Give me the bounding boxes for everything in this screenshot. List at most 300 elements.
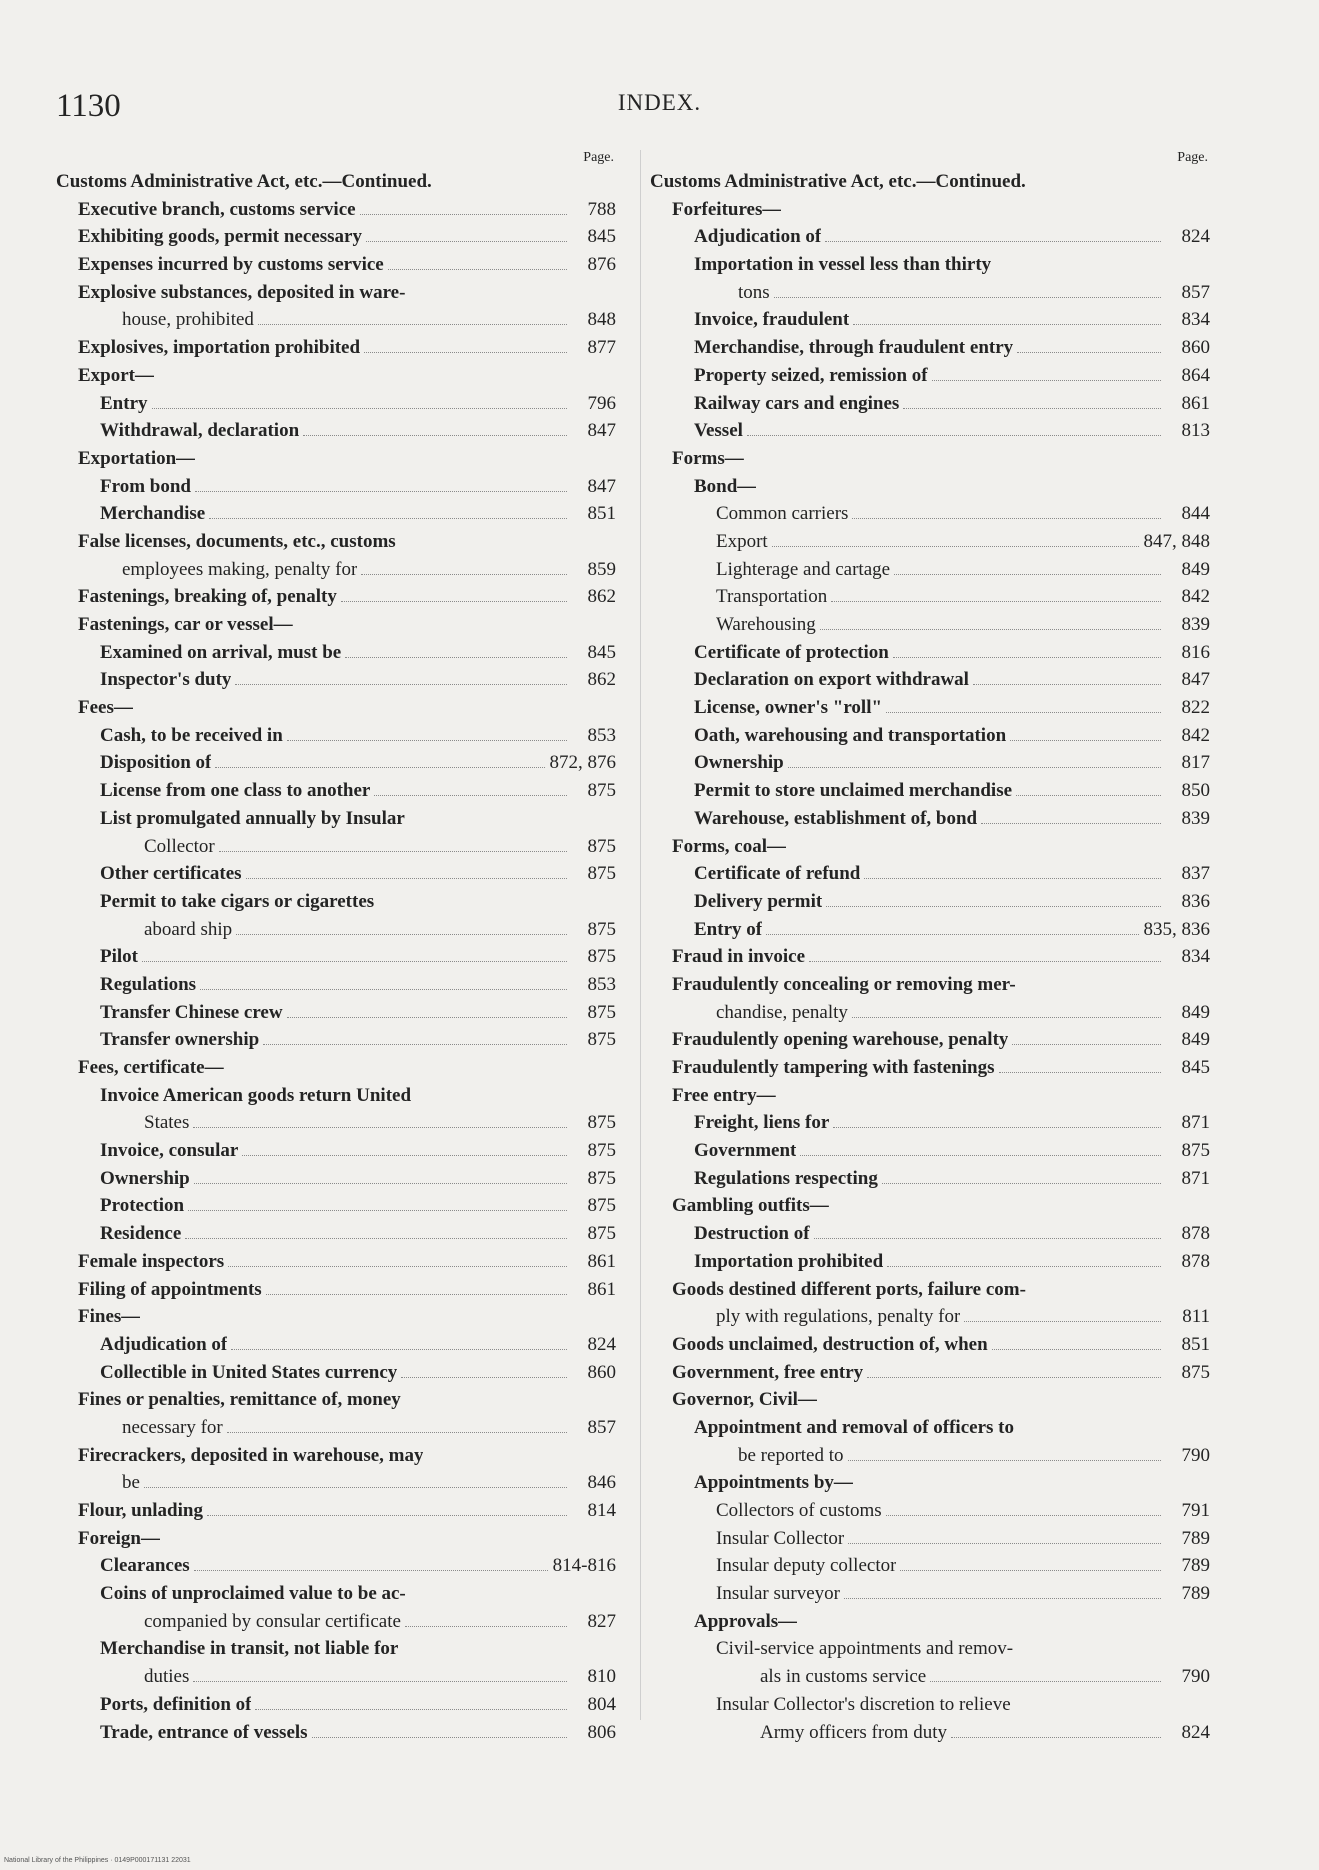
index-entry (650, 1220, 1210, 1248)
dot-leader (853, 324, 1161, 325)
dot-leader (951, 1737, 1161, 1738)
index-entry (650, 722, 1210, 750)
dot-leader (852, 1017, 1161, 1018)
index-entry (650, 417, 1210, 445)
index-entry (650, 1248, 1210, 1276)
entry-page-ref: 875 (587, 1195, 616, 1217)
dot-leader (747, 435, 1161, 436)
dot-leader (185, 1238, 567, 1239)
entry-page-ref: 875 (587, 1223, 616, 1245)
entry-text: Certificate of refund (694, 863, 861, 885)
entry-text: Fastenings, car or vessel— (78, 614, 293, 635)
entry-text: Destruction of (694, 1223, 810, 1245)
dot-leader (772, 546, 1139, 547)
index-entry (56, 168, 616, 196)
dot-leader (246, 878, 567, 879)
index-entry (56, 888, 616, 916)
dot-leader (193, 1681, 567, 1682)
index-column-left (56, 150, 616, 1746)
entry-text: Collectible in United States currency (100, 1361, 398, 1383)
index-entry (56, 1580, 616, 1608)
dot-leader (992, 1349, 1161, 1350)
entry-text: Regulations respecting (694, 1167, 878, 1189)
entry-text: Firecrackers, deposited in warehouse, may (78, 1444, 424, 1466)
index-entry (56, 777, 616, 805)
dot-leader (263, 1044, 567, 1045)
entry-page-ref: 876 (587, 254, 616, 276)
entry-page-ref: 822 (1181, 697, 1210, 719)
entry-page-ref: 789 (1181, 1527, 1210, 1549)
dot-leader (215, 767, 544, 768)
entry-page-ref: 857 (1181, 281, 1210, 303)
entry-text: companied by consular certificate (144, 1610, 401, 1632)
index-entry (650, 334, 1210, 362)
entry-text: Explosive substances, deposited in ware- (78, 281, 406, 303)
index-entry (650, 445, 1210, 473)
entry-text: Export (716, 530, 768, 552)
dot-leader (266, 1294, 567, 1295)
entry-text: Disposition of (100, 752, 212, 774)
index-entry (56, 943, 616, 971)
index-entry (650, 749, 1210, 777)
entry-text: Filing of appointments (78, 1278, 262, 1300)
dot-leader (366, 241, 567, 242)
index-entry (650, 666, 1210, 694)
entry-text: List promulgated annually by Insular (100, 807, 405, 829)
index-entry (650, 611, 1210, 639)
entry-text: Entry (100, 392, 148, 414)
entry-page-ref: 789 (1181, 1555, 1210, 1577)
entry-page-ref: 813 (1181, 420, 1210, 442)
entry-page-ref: 790 (1181, 1666, 1210, 1688)
index-entry (56, 1663, 616, 1691)
entry-page-ref: 839 (1181, 614, 1210, 635)
entry-page-ref: 842 (1181, 724, 1210, 746)
library-footer: National Library of the Philippines · 0149P000171131 22031 (4, 1857, 191, 1864)
dot-leader (826, 906, 1161, 907)
entry-text: Residence (100, 1223, 182, 1245)
index-entry (56, 722, 616, 750)
entry-page-ref: 804 (587, 1693, 616, 1715)
entry-page-ref: 875 (587, 1140, 616, 1162)
index-entry (650, 1359, 1210, 1387)
index-entry (56, 1442, 616, 1470)
entry-page-ref: 850 (1181, 780, 1210, 802)
entry-text: Invoice American goods return United (100, 1084, 412, 1106)
dot-leader (345, 657, 567, 658)
dot-leader (774, 297, 1161, 298)
entry-text: Forfeitures— (672, 198, 782, 220)
column-divider (640, 150, 641, 1720)
dot-leader (833, 1127, 1161, 1128)
entry-text: Collector (144, 835, 215, 857)
dot-leader (405, 1626, 567, 1627)
dot-leader (903, 408, 1161, 409)
dot-leader (303, 435, 567, 436)
dot-leader (886, 1515, 1161, 1516)
entry-text: Approvals— (694, 1610, 798, 1632)
dot-leader (864, 878, 1161, 879)
index-entry (56, 1109, 616, 1137)
entry-text: Ports, definition of (100, 1693, 252, 1715)
index-entry (650, 583, 1210, 611)
dot-leader (867, 1377, 1161, 1378)
entry-text: Invoice, consular (100, 1140, 239, 1162)
entry-text: Fraudulently opening warehouse, penalty (672, 1029, 1009, 1051)
index-entry (650, 1386, 1210, 1414)
index-entry (56, 860, 616, 888)
index-entry (650, 1192, 1210, 1220)
dot-leader (1012, 1044, 1161, 1045)
dot-leader (820, 629, 1161, 630)
dot-leader (882, 1183, 1161, 1184)
entry-page-ref: 878 (1181, 1223, 1210, 1245)
entry-text: Transfer Chinese crew (100, 1001, 283, 1023)
index-entry (56, 1525, 616, 1553)
entry-text: Fraudulently tampering with fastenings (672, 1057, 995, 1078)
entry-page-ref: 853 (587, 973, 616, 995)
entry-page-ref: 837 (1181, 863, 1210, 885)
entry-text: From bond (100, 475, 191, 497)
entry-text: chandise, penalty (716, 1001, 848, 1023)
entry-text: Pilot (100, 946, 138, 968)
dot-leader (848, 1543, 1161, 1544)
index-entry (650, 556, 1210, 584)
index-entry (56, 1552, 616, 1580)
entry-text: be reported to (738, 1444, 844, 1466)
entry-text: Insular Collector's discretion to relieve (716, 1693, 1011, 1715)
index-entry (650, 694, 1210, 722)
entry-page-ref: 847 (587, 475, 616, 497)
dot-leader (932, 380, 1161, 381)
dot-leader (255, 1709, 567, 1710)
index-entry (56, 196, 616, 224)
dot-leader (364, 352, 567, 353)
entry-text: Ownership (694, 752, 784, 774)
dot-leader (887, 1266, 1161, 1267)
index-entry (56, 1276, 616, 1304)
entry-page-ref: 847, 848 (1143, 530, 1210, 552)
entry-text: Merchandise in transit, not liable for (100, 1638, 399, 1660)
index-entry (650, 1026, 1210, 1054)
index-entry (56, 1719, 616, 1747)
entry-text: Goods unclaimed, destruction of, when (672, 1333, 988, 1355)
entry-text: Cash, to be received in (100, 724, 283, 746)
entry-page-ref: 862 (587, 586, 616, 608)
entry-text: Entry of (694, 918, 763, 940)
entry-text: Fraud in invoice (672, 946, 806, 968)
entry-text: Common carriers (716, 503, 849, 525)
dot-leader (341, 601, 567, 602)
index-entry (56, 334, 616, 362)
index-entry (650, 1137, 1210, 1165)
entry-page-ref: 814-816 (552, 1555, 616, 1577)
entry-page-ref: 811 (1182, 1306, 1210, 1328)
entry-page-ref: 849 (1181, 558, 1210, 580)
index-entry (56, 971, 616, 999)
entry-text: Fraudulently concealing or removing mer- (672, 973, 1016, 995)
entry-text: License, owner's "roll" (694, 697, 883, 719)
dot-leader (1017, 352, 1161, 353)
entry-page-ref: 845 (587, 641, 616, 663)
entry-text: Fines or penalties, remittance of, money (78, 1389, 401, 1411)
entry-page-ref: 857 (587, 1416, 616, 1438)
index-entry (56, 833, 616, 861)
dot-leader (209, 518, 567, 519)
entry-text: Warehouse, establishment of, bond (694, 807, 978, 829)
entry-page-ref: 859 (587, 558, 616, 580)
index-entry (650, 1719, 1210, 1747)
index-entry (56, 390, 616, 418)
index-entry (650, 1414, 1210, 1442)
entry-page-ref: 862 (587, 669, 616, 691)
index-entry (650, 1552, 1210, 1580)
entry-page-ref: 875 (1181, 1140, 1210, 1162)
entry-text: Vessel (694, 420, 743, 442)
index-entry (56, 1608, 616, 1636)
dot-leader (242, 1155, 567, 1156)
index-entry (56, 1248, 616, 1276)
entry-text: Gambling outfits— (672, 1195, 829, 1217)
dot-leader (195, 491, 567, 492)
index-entry (650, 1525, 1210, 1553)
entry-text: Army officers from duty (760, 1721, 947, 1743)
index-entry (650, 805, 1210, 833)
entry-page-ref: 875 (587, 1001, 616, 1023)
index-entry (650, 1165, 1210, 1193)
entry-page-ref: 851 (587, 503, 616, 525)
entry-text: Permit to take cigars or cigarettes (100, 890, 375, 912)
entry-page-ref: 851 (1181, 1333, 1210, 1355)
index-entry (56, 528, 616, 556)
dot-leader (142, 961, 567, 962)
index-entry (650, 168, 1210, 196)
index-entry (56, 1220, 616, 1248)
entry-page-ref: 824 (1181, 226, 1210, 248)
entry-page-ref: 847 (1181, 669, 1210, 691)
dot-leader (360, 214, 567, 215)
entry-text: Oath, warehousing and transportation (694, 724, 1007, 746)
dot-leader (973, 684, 1161, 685)
entry-text: Female inspectors (78, 1250, 225, 1272)
index-entry (650, 1331, 1210, 1359)
entry-text: Forms, coal— (672, 835, 786, 857)
entry-text: Warehousing (716, 614, 816, 635)
index-entry (650, 1442, 1210, 1470)
entry-text: Expenses incurred by customs service (78, 254, 384, 276)
index-entry (56, 999, 616, 1027)
entry-page-ref: 875 (1181, 1361, 1210, 1383)
entry-text: Invoice, fraudulent (694, 309, 850, 331)
entry-page-ref: 861 (587, 1250, 616, 1272)
index-entry (650, 528, 1210, 556)
index-entry (650, 833, 1210, 861)
entry-text: Government (694, 1140, 797, 1162)
entry-page-ref: 791 (1181, 1500, 1210, 1521)
entry-text: Foreign— (78, 1527, 160, 1549)
dot-leader (236, 934, 567, 935)
index-entry (56, 500, 616, 528)
entry-text: Insular deputy collector (716, 1555, 897, 1577)
dot-leader (312, 1737, 567, 1738)
entry-page-ref: 845 (587, 226, 616, 248)
index-entry (56, 1386, 616, 1414)
index-column-right (650, 150, 1210, 1746)
index-entry (650, 888, 1210, 916)
entry-text: Permit to store unclaimed merchandise (694, 780, 1013, 802)
entry-page-ref: 871 (1181, 1112, 1210, 1134)
entry-text: Transfer ownership (100, 1029, 260, 1051)
dot-leader (1010, 740, 1161, 741)
dot-leader (258, 324, 567, 325)
index-entry (56, 694, 616, 722)
index-entry (56, 1303, 616, 1331)
dot-leader (930, 1681, 1161, 1682)
entry-text: Merchandise (100, 503, 206, 525)
entry-text: Certificate of protection (694, 641, 889, 663)
entry-text: Customs Administrative Act, etc.—Continued. (56, 171, 432, 192)
dot-leader (999, 1072, 1162, 1073)
index-entry (650, 1109, 1210, 1137)
entry-text: Insular Collector (716, 1527, 845, 1549)
dot-leader (825, 241, 1161, 242)
dot-leader (219, 851, 567, 852)
dot-leader (809, 961, 1161, 962)
index-entry (56, 279, 616, 307)
index-entry (56, 1082, 616, 1110)
index-entry (650, 251, 1210, 279)
index-entry (56, 1054, 616, 1082)
index-entry (650, 362, 1210, 390)
entry-text: Importation prohibited (694, 1250, 884, 1272)
entry-page-ref: 814 (587, 1500, 616, 1521)
dot-leader (814, 1238, 1161, 1239)
entry-text: Civil-service appointments and remov- (716, 1638, 1014, 1660)
entry-page-ref: 860 (587, 1361, 616, 1383)
entry-text: Government, free entry (672, 1361, 864, 1383)
dot-leader (886, 712, 1161, 713)
entry-page-ref: 824 (587, 1333, 616, 1355)
index-entry (650, 279, 1210, 307)
entry-text: Declaration on export withdrawal (694, 669, 969, 691)
entry-page-ref: 875 (587, 780, 616, 802)
entry-text: Property seized, remission of (694, 364, 928, 386)
dot-leader (848, 1460, 1161, 1461)
index-entry (650, 196, 1210, 224)
entry-text: Withdrawal, declaration (100, 420, 300, 442)
dot-leader (374, 795, 567, 796)
entry-page-ref: 845 (1181, 1057, 1210, 1078)
entry-text: Examined on arrival, must be (100, 641, 342, 663)
entry-page-ref: 875 (587, 1112, 616, 1134)
entry-page-ref: 875 (587, 835, 616, 857)
dot-leader (287, 740, 567, 741)
entry-text: Inspector's duty (100, 669, 232, 691)
dot-leader (894, 574, 1161, 575)
entry-page-ref: 827 (587, 1610, 616, 1632)
index-entry (56, 1331, 616, 1359)
entry-text: Adjudication of (100, 1333, 228, 1355)
dot-leader (227, 1432, 567, 1433)
dot-leader (144, 1487, 567, 1488)
dot-leader (1016, 795, 1161, 796)
entry-text: Export— (78, 364, 154, 386)
index-entry (650, 1580, 1210, 1608)
index-entry (650, 1663, 1210, 1691)
entry-page-ref: 878 (1181, 1250, 1210, 1272)
dot-leader (964, 1321, 1161, 1322)
index-entry (650, 1082, 1210, 1110)
entry-page-ref: 875 (587, 863, 616, 885)
entry-page-ref: 864 (1181, 364, 1210, 386)
dot-leader (207, 1515, 567, 1516)
page-title: INDEX. (617, 90, 702, 115)
index-entry (650, 860, 1210, 888)
entry-page-ref: 875 (587, 918, 616, 940)
dot-leader (235, 684, 567, 685)
entry-text: Coins of unproclaimed value to be ac- (100, 1583, 406, 1605)
index-entry (650, 1497, 1210, 1525)
dot-leader (788, 767, 1161, 768)
entry-page-ref: 835, 836 (1143, 918, 1210, 940)
entry-text: necessary for (122, 1416, 223, 1438)
dot-leader (893, 657, 1161, 658)
index-entry (56, 749, 616, 777)
entry-page-ref: 844 (1181, 503, 1210, 525)
dot-leader (981, 823, 1161, 824)
entry-text: Flour, unlading (78, 1500, 203, 1521)
dot-leader (388, 269, 567, 270)
entry-text: Merchandise, through fraudulent entry (694, 337, 1014, 359)
index-entry (650, 1276, 1210, 1304)
index-entry (56, 1192, 616, 1220)
entry-page-ref: 842 (1181, 586, 1210, 608)
index-entry (650, 1691, 1210, 1719)
dot-leader (852, 518, 1161, 519)
entry-text: Fees, certificate— (78, 1057, 224, 1078)
index-entry (650, 223, 1210, 251)
entry-page-ref: 789 (1181, 1583, 1210, 1605)
dot-leader (900, 1570, 1161, 1571)
index-entry (650, 1469, 1210, 1497)
entry-text: duties (144, 1666, 190, 1688)
entry-text: aboard ship (144, 918, 233, 940)
entry-page-ref: 871 (1181, 1167, 1210, 1189)
index-entry (56, 611, 616, 639)
entry-text: Transportation (716, 586, 828, 608)
dot-leader (800, 1155, 1161, 1156)
entry-text: Forms— (672, 447, 744, 469)
entry-page-ref: 839 (1181, 807, 1210, 829)
entry-page-ref: 849 (1181, 1029, 1210, 1051)
index-entry (56, 583, 616, 611)
index-entry (56, 473, 616, 501)
dot-leader (831, 601, 1161, 602)
index-entry (650, 1608, 1210, 1636)
index-entry (56, 1359, 616, 1387)
entry-text: Lighterage and cartage (716, 558, 891, 580)
entry-text: Railway cars and engines (694, 392, 900, 414)
index-entry (56, 306, 616, 334)
entry-page-ref: 872, 876 (549, 752, 616, 774)
entry-page-ref: 846 (587, 1472, 616, 1494)
entry-text: als in customs service (760, 1666, 927, 1688)
entry-page-ref: 836 (1181, 890, 1210, 912)
index-entry (650, 390, 1210, 418)
entry-page-ref: 806 (587, 1721, 616, 1743)
entry-text: ply with regulations, penalty for (716, 1306, 961, 1328)
entry-text: Collectors of customs (716, 1500, 882, 1521)
